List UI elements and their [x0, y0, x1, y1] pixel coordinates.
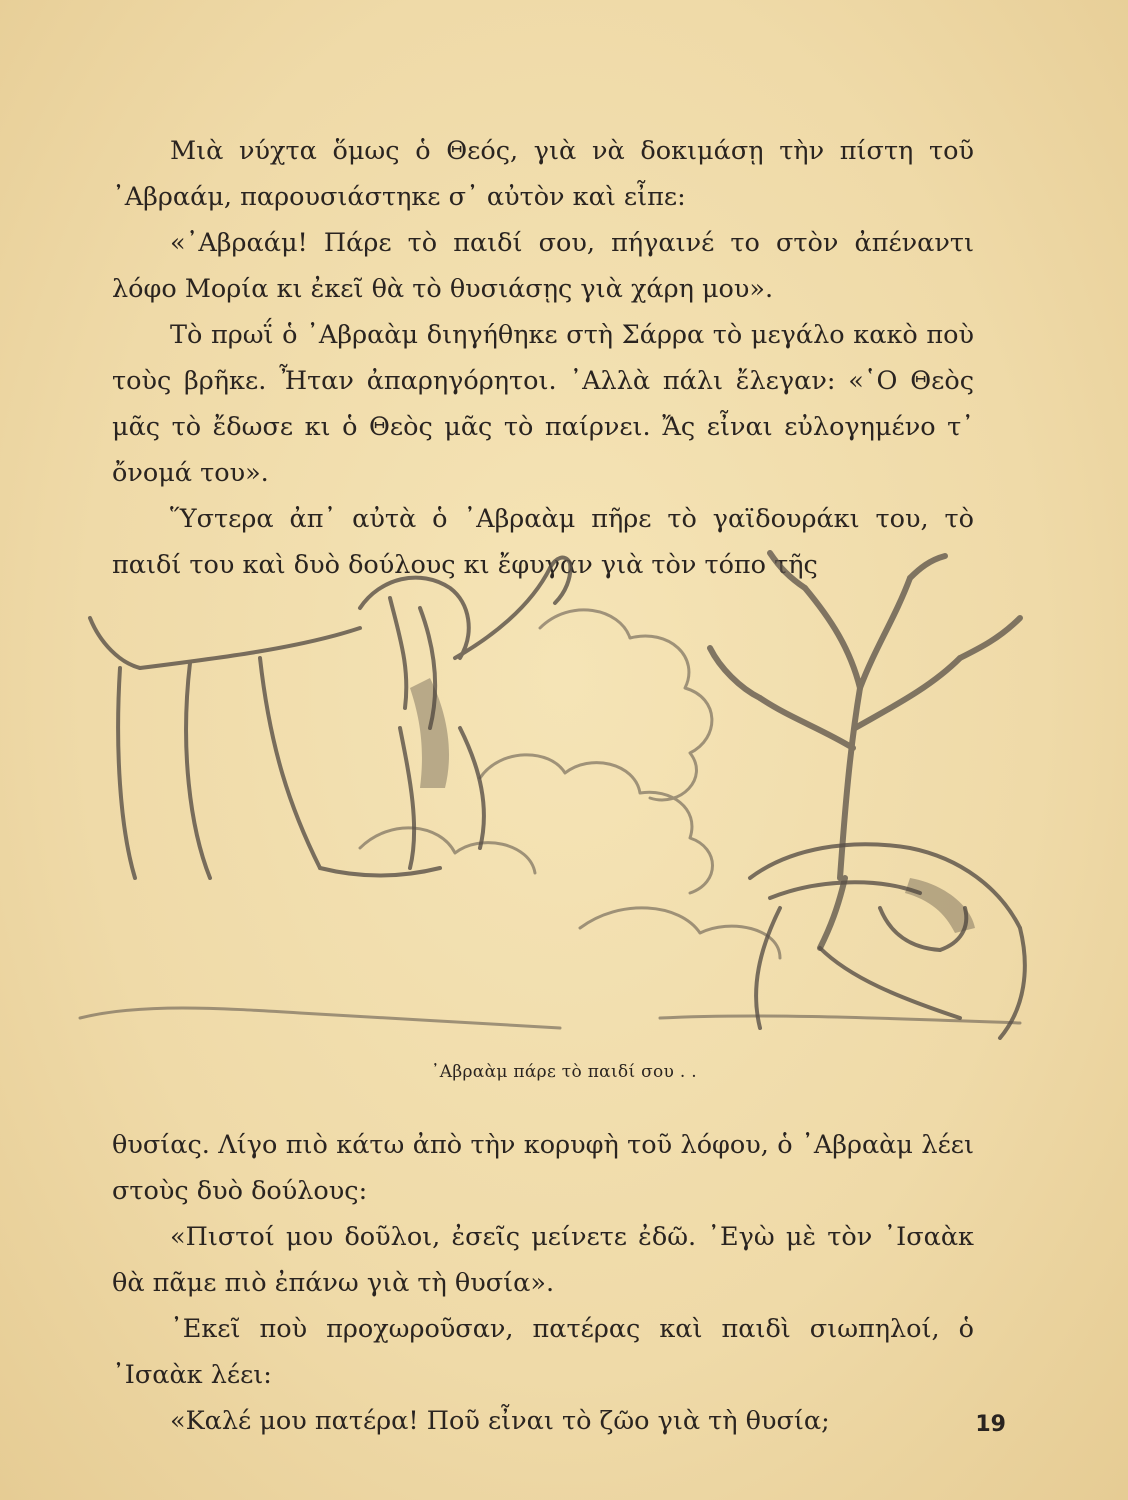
paragraph: «Καλέ μου πατέρα! Ποῦ εἶναι τὸ ζῶο γιὰ τὴ θυσία; [170, 1406, 830, 1436]
page-number: 19 [975, 1412, 1006, 1437]
paragraph: Τὸ πρωΐ ὁ ᾿Αβραὰμ διηγήθηκε στὴ Σάρρα τὸ μεγάλο κακὸ ποὺ τοὺς βρῆκε. Ἦταν ἀπαρηγόρητοι. ᾿Αλλὰ πάλι ἔλεγαν: «῾Ο Θεὸς μᾶς τὸ ἔδωσε κι ὁ Θεὸς μᾶς τὸ παίρνει. Ἄς εἶναι εὐλογημένο τ᾿ ὄνομά του». [112, 320, 974, 488]
paragraph: θυσίας. Λίγο πιὸ κάτω ἀπὸ τὴν κορυφὴ τοῦ λόφου, ὁ ᾿Αβραὰμ λέει στοὺς δυὸ δούλους: [112, 1130, 974, 1206]
tree-drawing [710, 553, 1020, 948]
paragraph: ᾿Εκεῖ ποὺ προχωροῦσαν, πατέρας καὶ παιδὶ σιωπηλοί, ὁ ᾿Ισαὰκ λέει: [112, 1314, 974, 1390]
paragraph: Μιὰ νύχτα ὅμως ὁ Θεός, γιὰ νὰ δοκιμάσῃ τὴν πίστη τοῦ ᾿Αβραάμ, παρουσιάστηκε σ᾿ αὐτὸν καὶ εἶπε: [112, 136, 974, 212]
top-text-block [112, 128, 974, 588]
illustration-caption: ᾿Αβραὰμ πάρε τὸ παιδί σου . . [430, 1062, 698, 1082]
abraham-dream-illustration [60, 548, 1080, 1058]
paragraph: «Πιστοί μου δοῦλοι, ἐσεῖς μείνετε ἐδῶ. ᾿Εγὼ μὲ τὸν ᾿Ισαὰκ θὰ πᾶμε πιὸ ἐπάνω γιὰ τὴ θυσία». [112, 1222, 974, 1298]
god-figure-drawing [90, 558, 570, 878]
paragraph: «᾿Αβραάμ! Πάρε τὸ παιδί σου, πήγαινέ το στὸν ἀπέναντι λόφο Μορία κι ἐκεῖ θὰ τὸ θυσιάσῃς γιὰ χάρη μου». [112, 228, 974, 304]
paragraph: Ὕστερα ἀπ᾿ αὐτὰ ὁ ᾿Αβραὰμ πῆρε τὸ γαϊδουράκι του, τὸ παιδί του καὶ δυὸ δούλους κι ἔφυγαν γιὰ τὸν τόπο τῆς [112, 504, 974, 580]
abraham-figure-drawing [750, 844, 1025, 1038]
bottom-text-block [112, 1122, 974, 1444]
cloud-drawing [80, 610, 1020, 1028]
